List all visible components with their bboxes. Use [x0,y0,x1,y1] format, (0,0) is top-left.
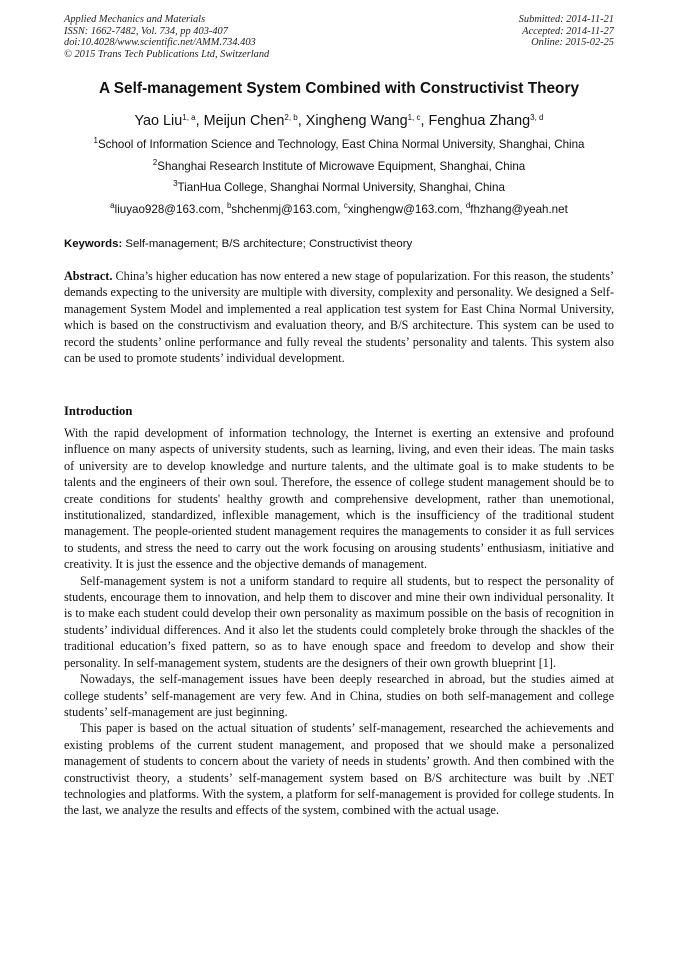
paragraph: This paper is based on the actual situation of students’ self-management, researched the achievements and existing problems of the current student management, and proposed that we should make a personalized management of students to concern about the variety of needs in students’ growth. And then combined with the constructivist theory, a students’ self-management system based on B/S architecture was built by .NET technologies and platforms. With the system, a platform for self-management is provided for college students. In the last, we analyze the results and effects of the system, combined with the actual usage. [64,721,614,818]
author-emails: $^a$liuyao928@163.com, $^b$shchenmj@163.com, $^c$xinghengw@163.com, $^d$fhzhang@yeah.net [110,201,568,216]
doi: doi:10.4028/www.scientific.net/AMM.734.403 [64,37,256,49]
affiliation: $^1$School of Information Science and Technology, East China Normal University, Shanghai, China [93,136,585,151]
affiliation: $^2$Shanghai Research Institute of Microwave Equipment, Shanghai, China [152,158,526,173]
paragraph: Nowadays, the self-management issues have been deeply researched in abroad, but the studies aimed at college students’ self-management are very few. And in China, studies on both self-management and college students’ self-management are just beginning. [64,672,614,719]
section-heading-introduction: Introduction [64,404,133,418]
author-list [0,113,678,129]
author: Xingheng Wang$^{1, c}$, [305,113,429,129]
online-date: Online: 2015-02-25 [531,37,614,49]
keywords [64,238,614,250]
affiliation: $^3$TianHua College, Shanghai Normal University, Shanghai, China [173,179,505,194]
author: Yao Liu$^{1, a}$, [134,113,204,129]
keywords-label: Keywords: [64,238,123,250]
submitted-date: Submitted: 2014-11-21 [518,14,614,25]
introduction-body [64,425,614,819]
keywords-text: Self-management; B/S architecture; Constructivist theory [122,238,413,250]
paper-title: A Self-management System Combined with Constructivist Theory [98,80,580,97]
abstract [64,268,614,366]
paragraph: Self-management system is not a uniform standard to require all students, but to respect the personality of students, encourage them to innovation, and help them to discover and mine their own individual personality. It is to make each student could develop their own personality as maximum possible on the basis of recognition in students’ individual differences. And it also let the students could completely broke through the shackles of the traditional education’s fixed pattern, so as to have enough space and freedom to develop and show their personality. In self-management system, students are the designers of their own growth blueprint [1]. [64,573,614,670]
copyright: © 2015 Trans Tech Publications Ltd, Switzerland [64,48,270,60]
publication-dates [519,14,614,49]
author: Meijun Chen$^{2, b}$, [203,113,306,129]
paragraph: With the rapid development of information technology, the Internet is exerting an extensive and profound influence on many aspects of university students, such as learning, living, and even their ideas. The main tasks of university are to develop knowledge and nurture talents, and the ultimate goal is to make students to be talents and the engineers of their own soul. Therefore, the essence of college student management should be to create conditions for students' healthy growth and comprehensive development, rather than unemotional, institutionalized, standardized, inflexible management, which is the insufficiency of the traditional student management. The people-oriented student management requires the managements to consider it as full services to students, and stress the need to carry out the work focusing on arousing students’ enthusiasm, initiative and creativity. It is just the essence and the objective demands of management. [64,426,614,572]
accepted-date: Accepted: 2014-11-27 [522,25,614,37]
author: Fenghua Zhang$^{3, d}$ [428,113,544,129]
abstract-text: China’s higher education has now entered a new stage of popularization. For this reason, the students’ demands expecting to the university are multiple with diversity, complexity and personality. We designed a Self-management System Model and implemented a real application test system for East China Normal University, which is based on the constructivism and evaluation theory, and B/S architecture. This system can be used to record the students’ online performance and fully reveal the students’ personality and talents. This system also can be used to promote students’ individual development. [64,269,614,366]
journal-info [64,14,269,60]
journal-name: Applied Mechanics and Materials [64,14,206,25]
issn: ISSN: 1662-7482, Vol. 734, pp 403-407 [64,25,228,37]
abstract-label: Abstract. [64,269,113,283]
